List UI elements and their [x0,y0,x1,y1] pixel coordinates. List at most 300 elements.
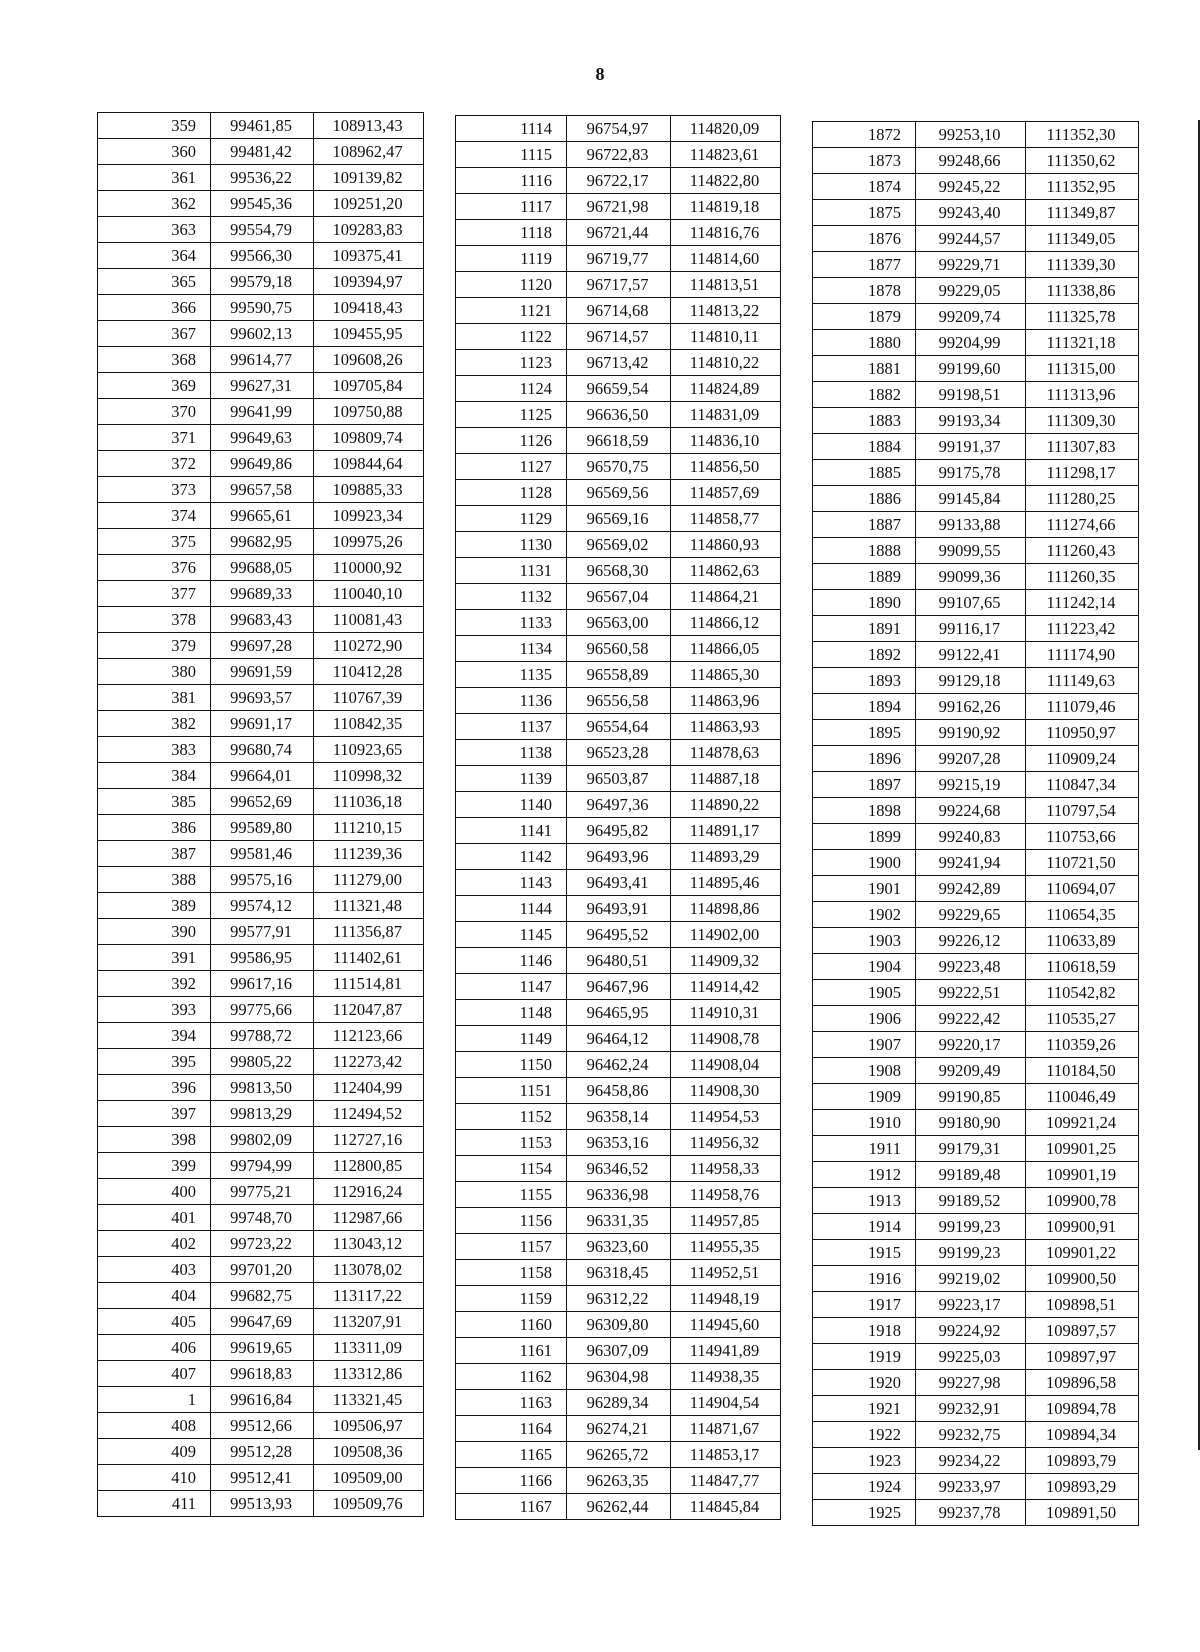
x-coordinate-cell: 99243,40 [916,200,1026,226]
y-coordinate-cell: 111356,87 [314,919,424,945]
x-coordinate-cell: 99688,05 [211,555,314,581]
table-row [456,688,781,714]
table-row [813,512,1139,538]
x-coordinate-cell: 96304,98 [567,1364,671,1390]
x-coordinate-cell: 96462,24 [567,1052,671,1078]
x-coordinate-cell: 96331,35 [567,1208,671,1234]
x-coordinate-cell: 99122,41 [916,642,1026,668]
x-coordinate-cell: 99253,10 [916,122,1026,148]
point-number-cell: 1119 [456,246,567,272]
table-row [456,194,781,220]
table-row [98,1257,424,1283]
point-number-cell: 361 [98,165,211,191]
point-number-cell: 1123 [456,350,567,376]
point-number-cell: 363 [98,217,211,243]
y-coordinate-cell: 114890,22 [671,792,781,818]
table-row [456,974,781,1000]
x-coordinate-cell: 99664,01 [211,763,314,789]
y-coordinate-cell: 110842,35 [314,711,424,737]
x-coordinate-cell: 99697,28 [211,633,314,659]
x-coordinate-cell: 99627,31 [211,373,314,399]
table-row [98,1127,424,1153]
x-coordinate-cell: 96714,57 [567,324,671,350]
table-row [98,1361,424,1387]
table-row [98,139,424,165]
y-coordinate-cell: 114810,11 [671,324,781,350]
table-row [98,1309,424,1335]
table-row [98,945,424,971]
table-row [813,252,1139,278]
point-number-cell: 401 [98,1205,211,1231]
table-row [456,428,781,454]
table-row [98,1101,424,1127]
x-coordinate-cell: 99245,22 [916,174,1026,200]
x-coordinate-cell: 99680,74 [211,737,314,763]
point-number-cell: 1167 [456,1494,567,1520]
y-coordinate-cell: 114871,67 [671,1416,781,1442]
x-coordinate-cell: 99805,22 [211,1049,314,1075]
table-row [98,1205,424,1231]
y-coordinate-cell: 113312,86 [314,1361,424,1387]
point-number-cell: 403 [98,1257,211,1283]
point-number-cell: 1896 [813,746,916,772]
y-coordinate-cell: 110767,39 [314,685,424,711]
y-coordinate-cell: 111352,30 [1026,122,1139,148]
y-coordinate-cell: 109901,19 [1026,1162,1139,1188]
x-coordinate-cell: 99099,36 [916,564,1026,590]
x-coordinate-cell: 96465,95 [567,1000,671,1026]
table-row [456,740,781,766]
x-coordinate-cell: 96722,17 [567,168,671,194]
table-row [456,272,781,298]
y-coordinate-cell: 110694,07 [1026,876,1139,902]
point-number-cell: 1912 [813,1162,916,1188]
x-coordinate-cell: 99189,52 [916,1188,1026,1214]
point-number-cell: 1892 [813,642,916,668]
table-row [813,1474,1139,1500]
x-coordinate-cell: 96289,34 [567,1390,671,1416]
point-number-cell: 372 [98,451,211,477]
x-coordinate-cell: 99220,17 [916,1032,1026,1058]
point-number-cell: 1911 [813,1136,916,1162]
point-number-cell: 1166 [456,1468,567,1494]
table-row [98,867,424,893]
point-number-cell: 373 [98,477,211,503]
y-coordinate-cell: 112494,52 [314,1101,424,1127]
x-coordinate-cell: 99209,74 [916,304,1026,330]
y-coordinate-cell: 111079,46 [1026,694,1139,720]
table-row [813,486,1139,512]
table-row [98,1465,424,1491]
point-number-cell: 400 [98,1179,211,1205]
y-coordinate-cell: 109901,25 [1026,1136,1139,1162]
point-number-cell: 388 [98,867,211,893]
y-coordinate-cell: 114908,04 [671,1052,781,1078]
x-coordinate-cell: 96493,91 [567,896,671,922]
point-number-cell: 366 [98,295,211,321]
table-row [456,116,781,142]
table-row [98,425,424,451]
y-coordinate-cell: 114898,86 [671,896,781,922]
table-row [98,217,424,243]
y-coordinate-cell: 114836,10 [671,428,781,454]
table-row [813,1448,1139,1474]
point-number-cell: 1149 [456,1026,567,1052]
point-number-cell: 1142 [456,844,567,870]
x-coordinate-cell: 96567,04 [567,584,671,610]
point-number-cell: 1895 [813,720,916,746]
y-coordinate-cell: 109394,97 [314,269,424,295]
table-row [98,165,424,191]
y-coordinate-cell: 112916,24 [314,1179,424,1205]
y-coordinate-cell: 110721,50 [1026,850,1139,876]
x-coordinate-cell: 99682,95 [211,529,314,555]
point-number-cell: 1893 [813,668,916,694]
x-coordinate-cell: 99190,85 [916,1084,1026,1110]
point-number-cell: 1 [98,1387,211,1413]
point-number-cell: 1907 [813,1032,916,1058]
y-coordinate-cell: 110909,24 [1026,746,1139,772]
point-number-cell: 1886 [813,486,916,512]
point-number-cell: 391 [98,945,211,971]
table-row [813,148,1139,174]
table-row [98,711,424,737]
coordinates-table-1 [97,112,424,1517]
x-coordinate-cell: 99802,09 [211,1127,314,1153]
y-coordinate-cell: 110081,43 [314,607,424,633]
x-coordinate-cell: 96480,51 [567,948,671,974]
table-row [98,763,424,789]
y-coordinate-cell: 109900,91 [1026,1214,1139,1240]
x-coordinate-cell: 96556,58 [567,688,671,714]
point-number-cell: 1891 [813,616,916,642]
point-number-cell: 1887 [813,512,916,538]
table-row [813,798,1139,824]
x-coordinate-cell: 96714,68 [567,298,671,324]
point-number-cell: 394 [98,1023,211,1049]
x-coordinate-cell: 99162,26 [916,694,1026,720]
y-coordinate-cell: 111260,43 [1026,538,1139,564]
table-row [813,1370,1139,1396]
table-row [98,659,424,685]
x-coordinate-cell: 99229,05 [916,278,1026,304]
table-row [98,451,424,477]
y-coordinate-cell: 114856,50 [671,454,781,480]
x-coordinate-cell: 99813,29 [211,1101,314,1127]
y-coordinate-cell: 114902,00 [671,922,781,948]
y-coordinate-cell: 109900,50 [1026,1266,1139,1292]
table-row [456,1052,781,1078]
point-number-cell: 1143 [456,870,567,896]
point-number-cell: 1158 [456,1260,567,1286]
y-coordinate-cell: 114908,78 [671,1026,781,1052]
table-row [813,356,1139,382]
x-coordinate-cell: 99198,51 [916,382,1026,408]
point-number-cell: 398 [98,1127,211,1153]
table-row [98,1023,424,1049]
point-number-cell: 1914 [813,1214,916,1240]
x-coordinate-cell: 99116,17 [916,616,1026,642]
point-number-cell: 379 [98,633,211,659]
point-number-cell: 1882 [813,382,916,408]
point-number-cell: 1903 [813,928,916,954]
table-row [813,668,1139,694]
y-coordinate-cell: 109705,84 [314,373,424,399]
y-coordinate-cell: 109508,36 [314,1439,424,1465]
point-number-cell: 1872 [813,122,916,148]
y-coordinate-cell: 110412,28 [314,659,424,685]
table-row [813,1318,1139,1344]
table-row [456,662,781,688]
y-coordinate-cell: 114941,89 [671,1338,781,1364]
y-coordinate-cell: 110046,49 [1026,1084,1139,1110]
y-coordinate-cell: 114954,53 [671,1104,781,1130]
table-row [98,503,424,529]
x-coordinate-cell: 99232,75 [916,1422,1026,1448]
x-coordinate-cell: 99701,20 [211,1257,314,1283]
point-number-cell: 1118 [456,220,567,246]
y-coordinate-cell: 111321,48 [314,893,424,919]
y-coordinate-cell: 113117,22 [314,1283,424,1309]
x-coordinate-cell: 99693,57 [211,685,314,711]
x-coordinate-cell: 99190,92 [916,720,1026,746]
y-coordinate-cell: 109923,34 [314,503,424,529]
table-row [813,1500,1139,1526]
point-number-cell: 1126 [456,428,567,454]
table-row [98,1153,424,1179]
table-row [813,1344,1139,1370]
table-row [98,1491,424,1517]
x-coordinate-cell: 99794,99 [211,1153,314,1179]
table-row [456,1416,781,1442]
y-coordinate-cell: 114958,76 [671,1182,781,1208]
y-coordinate-cell: 114831,09 [671,402,781,428]
x-coordinate-cell: 99566,30 [211,243,314,269]
y-coordinate-cell: 114958,33 [671,1156,781,1182]
y-coordinate-cell: 113207,91 [314,1309,424,1335]
table-row [456,1104,781,1130]
x-coordinate-cell: 99145,84 [916,486,1026,512]
point-number-cell: 381 [98,685,211,711]
point-number-cell: 404 [98,1283,211,1309]
y-coordinate-cell: 109896,58 [1026,1370,1139,1396]
x-coordinate-cell: 96495,82 [567,818,671,844]
x-coordinate-cell: 99242,89 [916,876,1026,902]
x-coordinate-cell: 99788,72 [211,1023,314,1049]
x-coordinate-cell: 99554,79 [211,217,314,243]
table-row [813,1032,1139,1058]
x-coordinate-cell: 96719,77 [567,246,671,272]
y-coordinate-cell: 108913,43 [314,113,424,139]
x-coordinate-cell: 96307,09 [567,1338,671,1364]
x-coordinate-cell: 99481,42 [211,139,314,165]
point-number-cell: 369 [98,373,211,399]
y-coordinate-cell: 112987,66 [314,1205,424,1231]
x-coordinate-cell: 96721,44 [567,220,671,246]
x-coordinate-cell: 99665,61 [211,503,314,529]
table-row [813,928,1139,954]
x-coordinate-cell: 96569,56 [567,480,671,506]
table-row [813,408,1139,434]
point-number-cell: 1117 [456,194,567,220]
x-coordinate-cell: 96495,52 [567,922,671,948]
table-row [456,350,781,376]
point-number-cell: 1135 [456,662,567,688]
point-number-cell: 405 [98,1309,211,1335]
table-row [813,1396,1139,1422]
table-row [98,399,424,425]
table-row [813,226,1139,252]
y-coordinate-cell: 114866,12 [671,610,781,636]
point-number-cell: 382 [98,711,211,737]
point-number-cell: 1925 [813,1500,916,1526]
y-coordinate-cell: 109897,97 [1026,1344,1139,1370]
point-number-cell: 1157 [456,1234,567,1260]
point-number-cell: 1121 [456,298,567,324]
point-number-cell: 390 [98,919,211,945]
x-coordinate-cell: 96560,58 [567,636,671,662]
table-row [813,1214,1139,1240]
x-coordinate-cell: 99222,42 [916,1006,1026,1032]
point-number-cell: 1915 [813,1240,916,1266]
y-coordinate-cell: 114810,22 [671,350,781,376]
y-coordinate-cell: 111210,15 [314,815,424,841]
point-number-cell: 408 [98,1413,211,1439]
y-coordinate-cell: 114858,77 [671,506,781,532]
y-coordinate-cell: 111349,87 [1026,200,1139,226]
table-row [456,480,781,506]
point-number-cell: 1120 [456,272,567,298]
y-coordinate-cell: 111325,78 [1026,304,1139,330]
point-number-cell: 1905 [813,980,916,1006]
point-number-cell: 1147 [456,974,567,1000]
y-coordinate-cell: 110618,59 [1026,954,1139,980]
x-coordinate-cell: 99099,55 [916,538,1026,564]
x-coordinate-cell: 96493,41 [567,870,671,896]
y-coordinate-cell: 114938,35 [671,1364,781,1390]
x-coordinate-cell: 99229,71 [916,252,1026,278]
y-coordinate-cell: 109809,74 [314,425,424,451]
point-number-cell: 1138 [456,740,567,766]
point-number-cell: 376 [98,555,211,581]
x-coordinate-cell: 99512,41 [211,1465,314,1491]
y-coordinate-cell: 114910,31 [671,1000,781,1026]
table-row [98,1335,424,1361]
x-coordinate-cell: 96464,12 [567,1026,671,1052]
x-coordinate-cell: 99175,78 [916,460,1026,486]
table-row [813,538,1139,564]
y-coordinate-cell: 109921,24 [1026,1110,1139,1136]
point-number-cell: 1128 [456,480,567,506]
x-coordinate-cell: 99652,69 [211,789,314,815]
point-number-cell: 385 [98,789,211,815]
x-coordinate-cell: 99813,50 [211,1075,314,1101]
x-coordinate-cell: 99586,95 [211,945,314,971]
table-row [456,1260,781,1286]
table-row [813,590,1139,616]
table-row [456,402,781,428]
point-number-cell: 1131 [456,558,567,584]
y-coordinate-cell: 114866,05 [671,636,781,662]
table-row [813,876,1139,902]
point-number-cell: 1894 [813,694,916,720]
point-number-cell: 1162 [456,1364,567,1390]
point-number-cell: 1148 [456,1000,567,1026]
y-coordinate-cell: 110633,89 [1026,928,1139,954]
y-coordinate-cell: 114887,18 [671,766,781,792]
table-row [813,1240,1139,1266]
coordinates-table-2 [455,115,781,1520]
point-number-cell: 1902 [813,902,916,928]
y-coordinate-cell: 114823,61 [671,142,781,168]
x-coordinate-cell: 99589,80 [211,815,314,841]
y-coordinate-cell: 114853,17 [671,1442,781,1468]
x-coordinate-cell: 96336,98 [567,1182,671,1208]
point-number-cell: 374 [98,503,211,529]
y-coordinate-cell: 109139,82 [314,165,424,191]
x-coordinate-cell: 96570,75 [567,454,671,480]
y-coordinate-cell: 114845,84 [671,1494,781,1520]
table-row [456,1468,781,1494]
x-coordinate-cell: 99223,17 [916,1292,1026,1318]
x-coordinate-cell: 99222,51 [916,980,1026,1006]
point-number-cell: 1159 [456,1286,567,1312]
x-coordinate-cell: 99649,63 [211,425,314,451]
y-coordinate-cell: 109506,97 [314,1413,424,1439]
y-coordinate-cell: 109894,78 [1026,1396,1139,1422]
point-number-cell: 1144 [456,896,567,922]
x-coordinate-cell: 99574,12 [211,893,314,919]
y-coordinate-cell: 114864,21 [671,584,781,610]
table-row [813,616,1139,642]
coordinates-table-3 [812,121,1139,1526]
point-number-cell: 1879 [813,304,916,330]
point-number-cell: 1918 [813,1318,916,1344]
table-row [98,295,424,321]
y-coordinate-cell: 114860,93 [671,532,781,558]
point-number-cell: 360 [98,139,211,165]
x-coordinate-cell: 96568,30 [567,558,671,584]
point-number-cell: 1150 [456,1052,567,1078]
table-row [98,1413,424,1439]
table-row [98,633,424,659]
y-coordinate-cell: 114945,60 [671,1312,781,1338]
y-coordinate-cell: 110923,65 [314,737,424,763]
y-coordinate-cell: 110359,26 [1026,1032,1139,1058]
x-coordinate-cell: 99209,49 [916,1058,1026,1084]
point-number-cell: 1885 [813,460,916,486]
point-number-cell: 1916 [813,1266,916,1292]
x-coordinate-cell: 96274,21 [567,1416,671,1442]
table-row [456,1234,781,1260]
table-row [813,720,1139,746]
point-number-cell: 1127 [456,454,567,480]
table-row [813,902,1139,928]
y-coordinate-cell: 111280,25 [1026,486,1139,512]
y-coordinate-cell: 110950,97 [1026,720,1139,746]
x-coordinate-cell: 99618,83 [211,1361,314,1387]
point-number-cell: 378 [98,607,211,633]
y-coordinate-cell: 111339,30 [1026,252,1139,278]
point-number-cell: 1910 [813,1110,916,1136]
table-row [456,376,781,402]
table-row [813,330,1139,356]
point-number-cell: 1133 [456,610,567,636]
y-coordinate-cell: 112727,16 [314,1127,424,1153]
y-coordinate-cell: 109418,43 [314,295,424,321]
x-coordinate-cell: 99226,12 [916,928,1026,954]
x-coordinate-cell: 99581,46 [211,841,314,867]
